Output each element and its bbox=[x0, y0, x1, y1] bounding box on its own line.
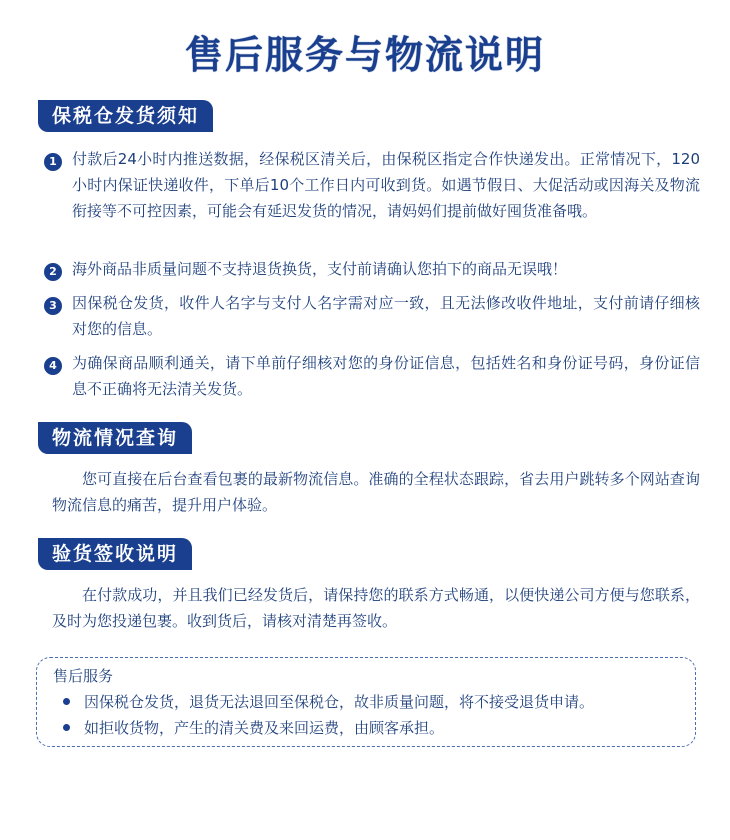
after-sales-bullet-text: 因保税仓发货，退货无法退回至保税仓，故非质量问题，将不接受退货申请。 bbox=[84, 693, 595, 711]
bonded-item-text: 海外商品非质量问题不支持退货换货，支付前请确认您拍下的商品无误哦！ bbox=[72, 260, 568, 278]
after-sales-bullet-2 bbox=[63, 717, 444, 738]
number-badge-icon: 4 bbox=[44, 357, 62, 375]
inspection-text: 在付款成功，并且我们已经发货后，请保持您的联系方式畅通，以便快递公司方便与您联系，及时为您投递包裹。收到货后，请核对清楚再签收。 bbox=[52, 586, 700, 630]
after-sales-box bbox=[36, 657, 696, 747]
bonded-item-2 bbox=[44, 256, 700, 282]
page-title: 售后服务与物流说明 bbox=[184, 33, 545, 77]
after-sales-bullet-text: 如拒收货物，产生的清关费及来回运费，由顾客承担。 bbox=[84, 719, 445, 737]
logistics-text: 您可直接在后台查看包裹的最新物流信息。准确的全程状态跟踪，省去用户跳转多个网站查询物流信息的痛苦，提升用户体验。 bbox=[52, 470, 700, 514]
bonded-item-4 bbox=[44, 350, 700, 402]
bullet-dot-icon bbox=[63, 724, 70, 731]
bonded-heading: 保税仓发货须知 bbox=[38, 100, 213, 132]
after-sales-heading: 售后服务 bbox=[53, 667, 114, 685]
bonded-item-3 bbox=[44, 290, 700, 342]
number-badge-icon: 1 bbox=[44, 153, 62, 171]
number-badge-icon: 2 bbox=[44, 263, 62, 281]
bonded-item-1 bbox=[44, 146, 700, 224]
bonded-item-text: 付款后24小时内推送数据，经保税区清关后，由保税区指定合作快递发出。正常情况下，120小时内保证快递收件，下单后10个工作日内可收到货。如遇节假日、大促活动或因海关及物流衔接等不可控因素，可能会有延迟发货的情况，请妈妈们提前做好囤货准备哦。 bbox=[72, 150, 700, 220]
inspection-heading: 验货签收说明 bbox=[38, 538, 192, 570]
bonded-item-text: 为确保商品顺利通关，请下单前仔细核对您的身份证信息，包括姓名和身份证号码，身份证信息不正确将无法清关发货。 bbox=[72, 354, 700, 398]
after-sales-bullet-1 bbox=[63, 691, 594, 712]
bullet-dot-icon bbox=[63, 698, 70, 705]
logistics-heading: 物流情况查询 bbox=[38, 422, 192, 454]
bonded-item-text: 因保税仓发货，收件人名字与支付人名字需对应一致，且无法修改收件地址，支付前请仔细核对您的信息。 bbox=[72, 294, 700, 338]
number-badge-icon: 3 bbox=[44, 297, 62, 315]
